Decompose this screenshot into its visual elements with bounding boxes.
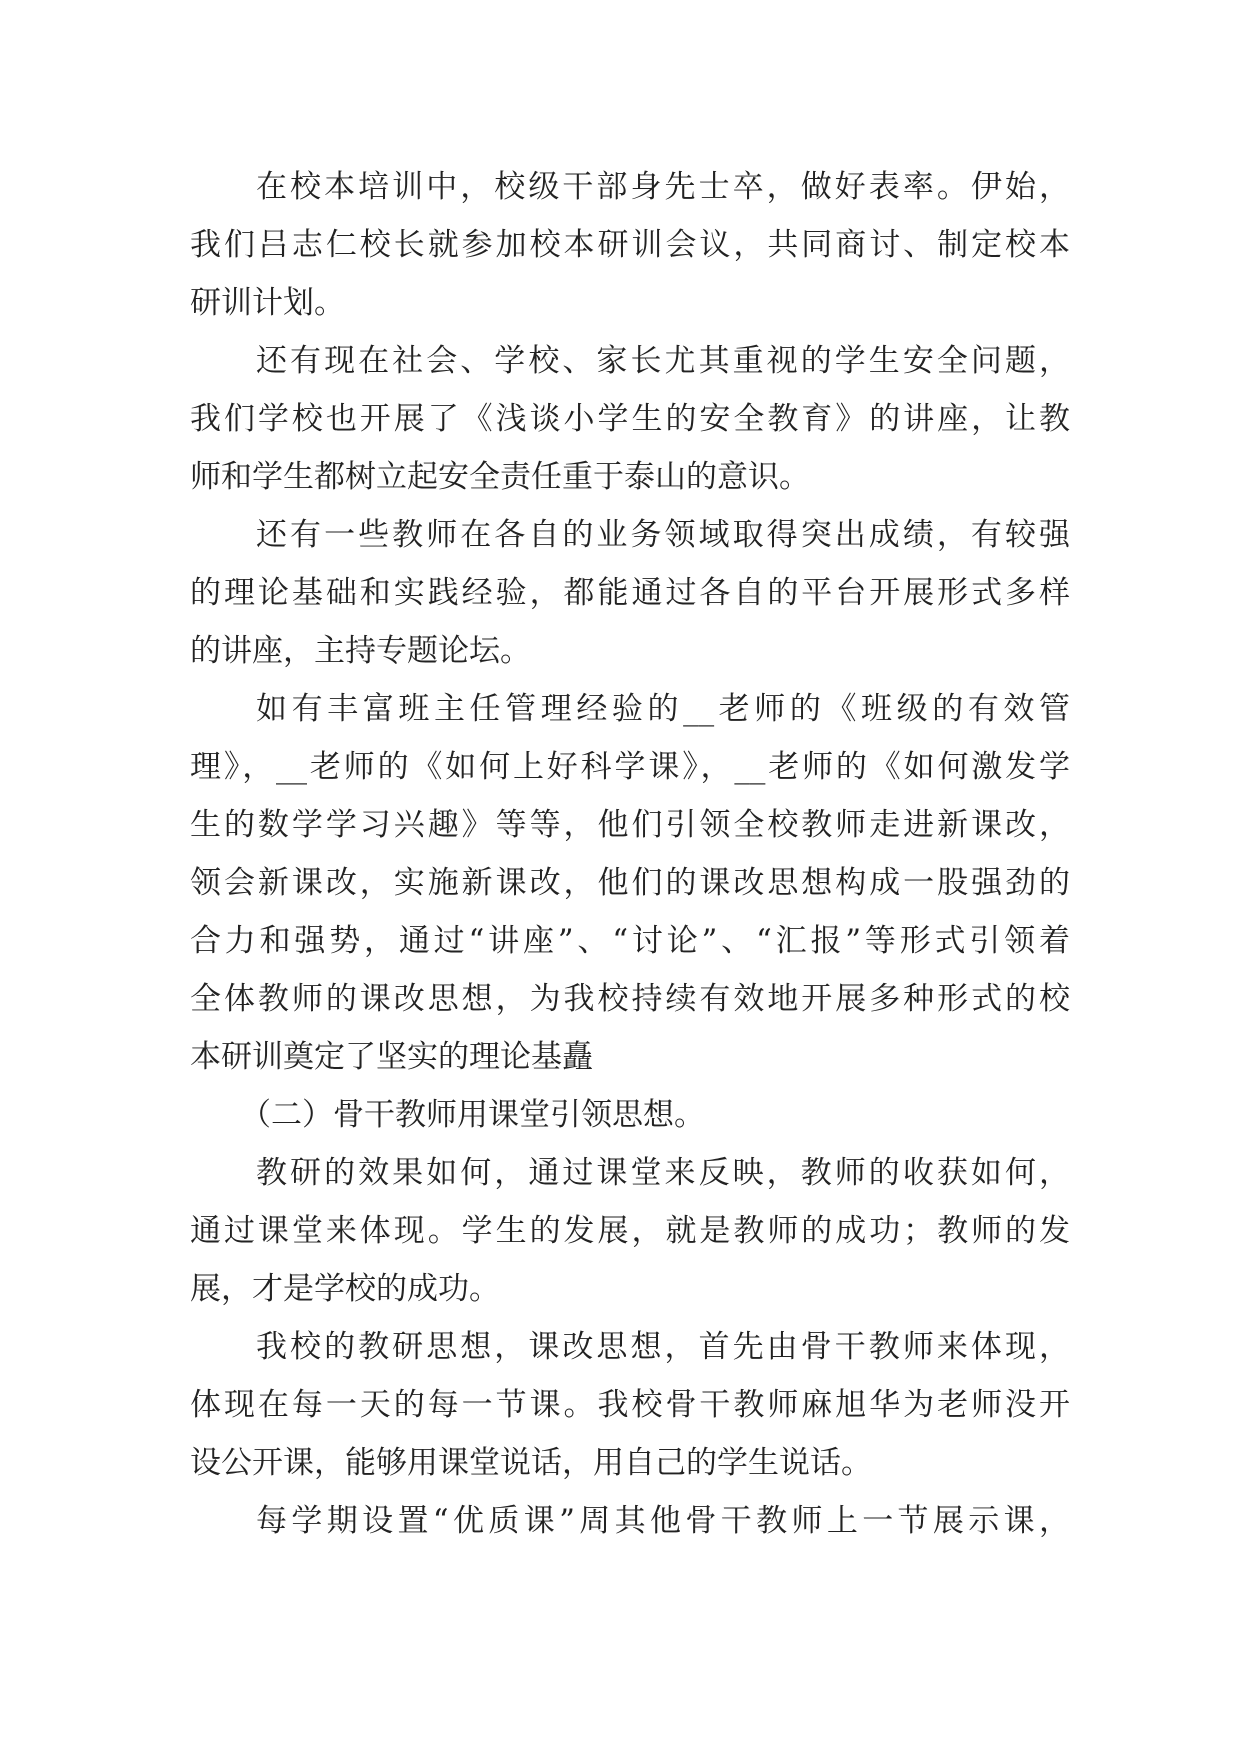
text-line: 合力和强势，通过“讲座”、“讨论”、“汇报”等形式引领着 [190, 923, 1070, 959]
text-line: 本研训奠定了坚实的理论基矗 [190, 1039, 593, 1075]
text-line: 设公开课，能够用课堂说话，用自己的学生说话。 [190, 1445, 872, 1481]
text-line: 我们吕志仁校长就参加校本研训会议，共同商讨、制定校本 [190, 227, 1070, 263]
text-line: 在校本培训中，校级干部身先士卒，做好表率。伊始， [256, 169, 1070, 205]
body-text [190, 158, 1070, 1550]
text-line: 领会新课改，实施新课改，他们的课改思想构成一股强劲的 [190, 865, 1070, 901]
text-line: 的理论基础和实践经验，都能通过各自的平台开展形式多样 [190, 575, 1070, 611]
text-line: 每学期设置“优质课”周其他骨干教师上一节展示课， [256, 1503, 1070, 1539]
text-line: 通过课堂来体现。学生的发展，就是教师的成功；教师的发 [190, 1213, 1070, 1249]
text-line: 还有一些教师在各自的业务领域取得突出成绩，有较强 [256, 517, 1070, 553]
text-line: 体现在每一天的每一节课。我校骨干教师麻旭华为老师没开 [190, 1387, 1070, 1423]
text-line: 生的数学学习兴趣》等等，他们引领全校教师走进新课改， [190, 807, 1070, 843]
text-line: 教研的效果如何，通过课堂来反映，教师的收获如何， [256, 1155, 1070, 1191]
text-line: 研训计划。 [190, 285, 345, 321]
text-line: 理》，__老师的《如何上好科学课》，__老师的《如何激发学 [190, 749, 1070, 785]
text-line: 展，才是学校的成功。 [190, 1271, 500, 1307]
text-line: 我们学校也开展了《浅谈小学生的安全教育》的讲座，让教 [190, 401, 1070, 437]
text-line: 还有现在社会、学校、家长尤其重视的学生安全问题， [256, 343, 1070, 379]
text-line: 我校的教研思想，课改思想，首先由骨干教师来体现， [256, 1329, 1070, 1365]
text-line: 全体教师的课改思想，为我校持续有效地开展多种形式的校 [190, 981, 1070, 1017]
section-heading: （二）骨干教师用课堂引领思想。 [240, 1097, 705, 1133]
text-line: 师和学生都树立起安全责任重于泰山的意识。 [190, 459, 810, 495]
text-line: 如有丰富班主任管理经验的__老师的《班级的有效管 [256, 691, 1070, 727]
text-line: 的讲座，主持专题论坛。 [190, 633, 531, 669]
